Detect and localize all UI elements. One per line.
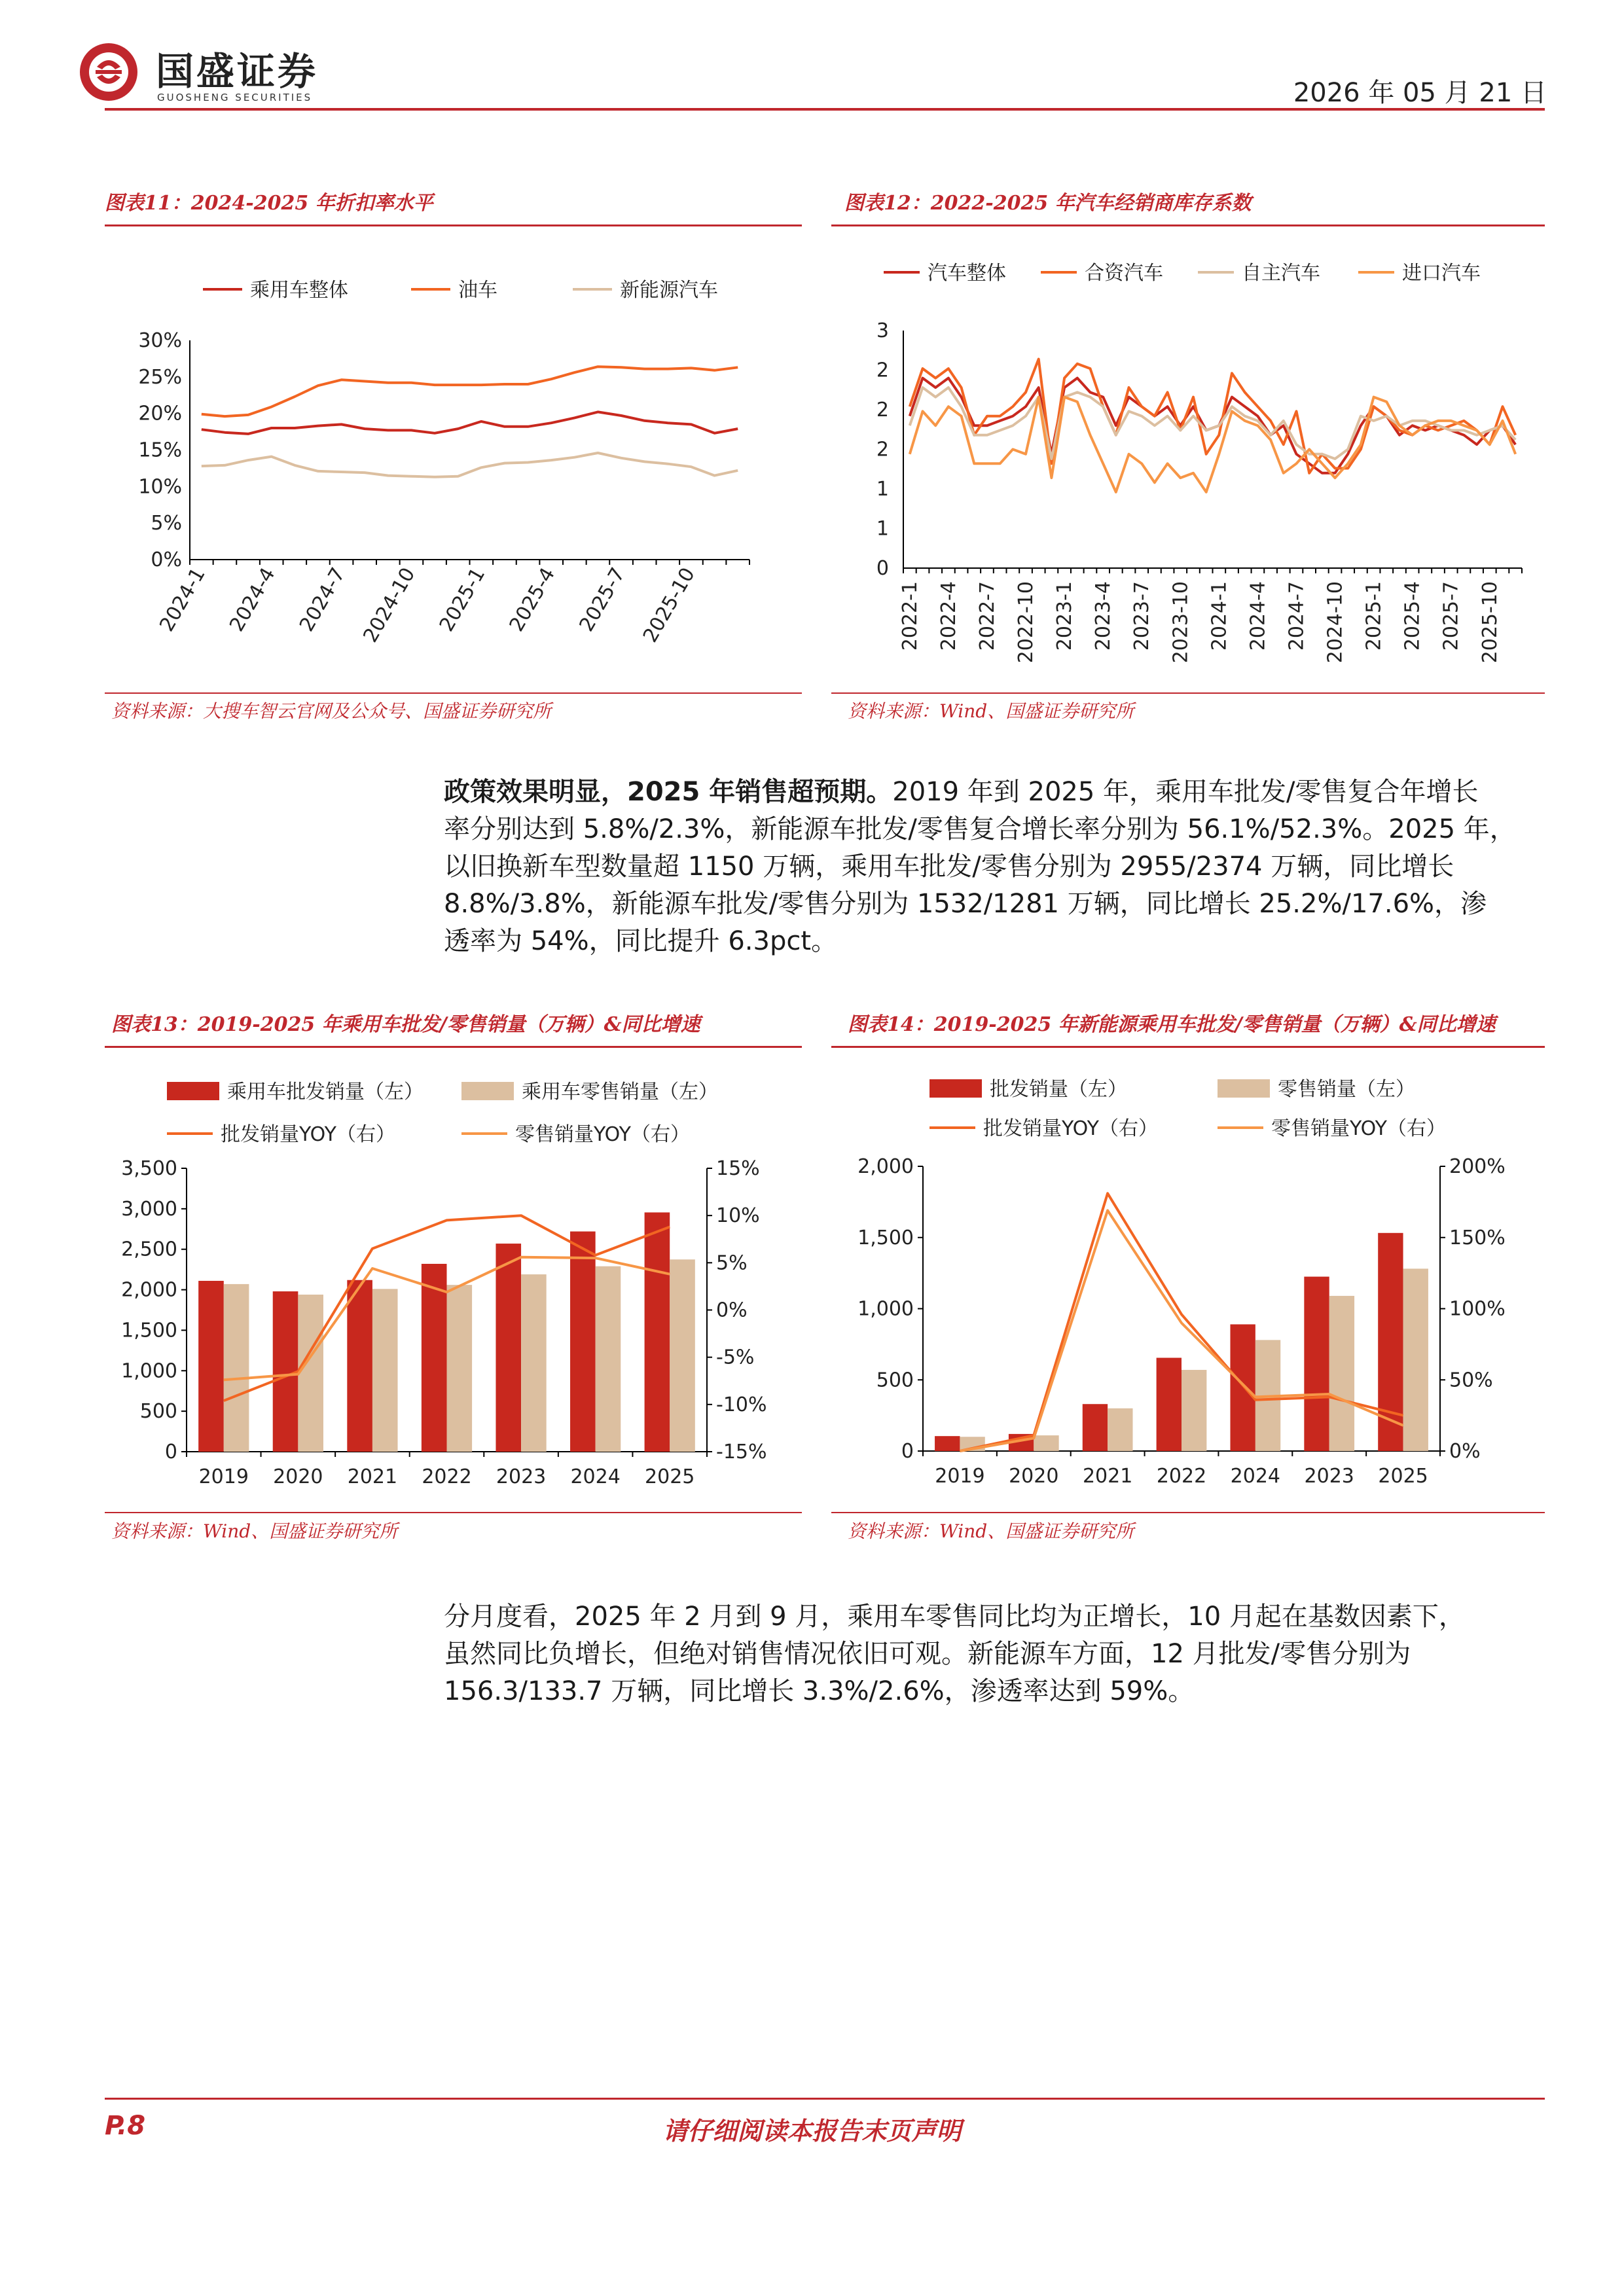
x-tick-label: 2024-4 [225, 564, 280, 636]
y-right-tick-label: 200% [1449, 1155, 1506, 1178]
y-left-tick-label: 500 [139, 1400, 177, 1424]
x-tick-label: 2020 [273, 1465, 323, 1488]
figure-13-title: 图表13：2019-2025 年乘用车批发/零售销量（万辆）&同比增速 [111, 1013, 700, 1036]
figure-14-title: 图表14：2019-2025 年新能源乘用车批发/零售销量（万辆）&同比增速 [848, 1013, 1496, 1036]
figure-12-bottom-rule [831, 692, 1545, 694]
x-tick-label: 2024-1 [1208, 581, 1231, 651]
paragraph-lead: 政策效果明显，2025 年销售超预期。 [444, 777, 893, 807]
bar-retail [596, 1266, 621, 1452]
y-tick-label: 1 [876, 478, 889, 501]
x-tick-label: 2023-4 [1092, 581, 1115, 651]
bar-wholesale [1157, 1358, 1182, 1451]
y-right-tick-label: 0% [1449, 1440, 1481, 1463]
bar-retail [1108, 1408, 1132, 1451]
x-tick-label: 2019 [935, 1465, 985, 1488]
x-tick-label: 2024 [570, 1465, 621, 1488]
y-right-tick-label: 100% [1449, 1297, 1506, 1321]
report-date: 2026 年 05 月 21 日 [1293, 78, 1547, 108]
header-divider [105, 108, 1545, 111]
bar-retail [521, 1274, 547, 1452]
bar-retail [224, 1284, 249, 1452]
y-left-tick-label: 0 [164, 1441, 177, 1463]
y-tick-label: 2 [876, 438, 889, 461]
bar-wholesale [1378, 1233, 1403, 1451]
bar-retail [1034, 1435, 1058, 1451]
legend-item-1: 汽车整体 [928, 262, 1006, 285]
x-tick-label: 2022-4 [937, 581, 960, 651]
paragraph-line: 156.3/133.7 万辆，同比增长 3.3%/2.6%，渗透率达到 59%。 [444, 1676, 1195, 1706]
y-right-tick-label: 15% [716, 1157, 760, 1180]
footer-divider [105, 2098, 1545, 2100]
x-tick-label: 2025-7 [1439, 581, 1463, 651]
legend-item-4: 零售销量YOY（右） [515, 1123, 690, 1146]
paragraph-line: 分月度看，2025 年 2 月到 9 月，乘用车零售同比均为正增长，10 月起在基数因素下， [444, 1602, 1465, 1632]
x-tick-label: 2025-10 [638, 564, 700, 647]
x-tick-label: 2022-7 [975, 581, 999, 651]
bar-wholesale [1083, 1404, 1108, 1451]
figure-14-top-rule [831, 1046, 1545, 1048]
bar-retail [1403, 1268, 1428, 1451]
paragraph-sales-summary [444, 774, 1543, 960]
y-tick-label: 0% [151, 548, 182, 571]
legend-item-1-swatch [167, 1082, 219, 1100]
paragraph-line: 率分别达到 5.8%/2.3%，新能源车批发/零售复合增长率分别为 56.1%/52.3%。2025 年， [444, 814, 1516, 844]
legend-item-3: 自主汽车 [1242, 262, 1320, 285]
y-left-tick-label: 0 [901, 1440, 914, 1463]
bar-wholesale [935, 1436, 960, 1451]
x-tick-label: 2024-10 [359, 564, 420, 647]
legend-item-2: 油车 [458, 279, 497, 302]
x-tick-label: 2023 [496, 1465, 547, 1488]
figure-14-source: 资料来源：Wind、国盛证券研究所 [848, 1520, 1134, 1542]
figure-14-bottom-rule [831, 1512, 1545, 1513]
x-tick-label: 2023-10 [1169, 581, 1193, 664]
bar-wholesale [347, 1280, 372, 1452]
legend-item-1: 批发销量（左） [990, 1078, 1127, 1101]
y-tick-label: 1 [876, 517, 889, 541]
legend-item-4: 进口汽车 [1402, 262, 1481, 285]
bar-retail [447, 1285, 473, 1452]
y-tick-label: 25% [138, 365, 182, 389]
guosheng-logo-icon [77, 41, 140, 103]
x-tick-label: 2023-7 [1130, 581, 1154, 651]
y-tick-label: 2 [876, 399, 889, 422]
bar-wholesale [570, 1231, 596, 1452]
figure-13-top-rule [105, 1046, 802, 1048]
y-left-tick-label: 2,000 [121, 1278, 177, 1302]
y-tick-label: 15% [138, 439, 182, 462]
legend-item-1: 乘用车整体 [250, 279, 348, 302]
x-tick-label: 2023-1 [1053, 581, 1077, 651]
bar-retail [1329, 1296, 1354, 1451]
series-line-3 [202, 453, 738, 477]
series-line-2 [202, 367, 738, 416]
x-tick-label: 2023 [1304, 1465, 1354, 1488]
figure-11-chart [105, 229, 802, 687]
figure-11-top-rule [105, 224, 802, 226]
x-tick-label: 2020 [1009, 1465, 1059, 1488]
y-left-tick-label: 2,000 [857, 1155, 914, 1178]
legend-item-4: 零售销量YOY（右） [1271, 1117, 1446, 1140]
paragraph-line: 8.8%/3.8%，新能源车批发/零售分别为 1532/1281 万辆，同比增长 25.2%/17.6%，渗 [444, 889, 1487, 919]
y-tick-label: 20% [138, 402, 182, 425]
bar-retail [298, 1295, 323, 1452]
logo-text: 国盛证券 [156, 49, 319, 94]
x-tick-label: 2024-1 [155, 564, 210, 636]
x-tick-label: 2025-10 [1478, 581, 1502, 664]
x-tick-label: 2021 [347, 1465, 398, 1488]
figure-12-top-rule [831, 224, 1545, 226]
y-left-tick-label: 500 [876, 1369, 914, 1392]
figure-14-chart [831, 1050, 1545, 1502]
legend-item-2: 乘用车零售销量（左） [522, 1081, 718, 1103]
y-right-tick-label: -5% [716, 1346, 755, 1369]
series-line-3 [910, 387, 1515, 459]
legend-item-2: 合资汽车 [1085, 262, 1163, 285]
paragraph-monthly-summary [444, 1598, 1543, 1710]
y-tick-label: 2 [876, 359, 889, 382]
series-line-2 [910, 359, 1515, 473]
x-tick-label: 2025-4 [505, 564, 560, 636]
logo-subtext: GUOSHENG SECURITIES [157, 92, 313, 103]
y-left-tick-label: 1,000 [121, 1359, 177, 1383]
disclaimer-note: 请仔细阅读本报告末页声明 [662, 2117, 962, 2145]
x-tick-label: 2022-10 [1015, 581, 1038, 664]
legend-item-3: 新能源汽车 [620, 279, 718, 302]
x-tick-label: 2025 [645, 1465, 695, 1488]
x-tick-label: 2021 [1082, 1465, 1133, 1488]
figure-12-chart [831, 229, 1545, 687]
x-tick-label: 2024-4 [1246, 581, 1270, 651]
legend-item-1: 乘用车批发销量（左） [227, 1081, 424, 1103]
y-left-tick-label: 3,500 [121, 1157, 177, 1180]
paragraph-line: 2019 年到 2025 年，乘用车批发/零售复合年增长 [892, 777, 1479, 807]
page-number: P.8 [105, 2111, 146, 2141]
x-tick-label: 2025-1 [435, 564, 490, 636]
x-tick-label: 2022 [1156, 1465, 1207, 1488]
legend-item-2: 零售销量（左） [1278, 1078, 1415, 1101]
y-tick-label: 5% [151, 512, 182, 535]
bar-wholesale [1230, 1324, 1255, 1451]
y-left-tick-label: 3,000 [121, 1197, 177, 1221]
figure-13-chart [105, 1050, 802, 1502]
x-tick-label: 2025 [1378, 1465, 1428, 1488]
y-left-tick-label: 1,500 [857, 1226, 914, 1249]
y-tick-label: 30% [138, 329, 182, 352]
y-left-tick-label: 1,500 [121, 1319, 177, 1342]
legend-item-2-swatch [461, 1082, 514, 1100]
y-left-tick-label: 1,000 [857, 1297, 914, 1321]
figure-11-source: 资料来源：大搜车智云官网及公众号、国盛证券研究所 [111, 700, 552, 722]
y-tick-label: 10% [138, 475, 182, 499]
y-right-tick-label: -10% [716, 1393, 767, 1416]
paragraph-line: 透率为 54%，同比提升 6.3pct。 [444, 926, 838, 956]
legend-item-2-swatch [1218, 1079, 1270, 1098]
y-tick-label: 0 [876, 557, 889, 580]
x-tick-label: 2025-4 [1401, 581, 1424, 651]
legend-item-3: 批发销量YOY（右） [221, 1123, 395, 1146]
bar-wholesale [496, 1244, 521, 1452]
figure-12-source: 资料来源：Wind、国盛证券研究所 [848, 700, 1134, 722]
paragraph-line: 虽然同比负增长，但绝对销售情况依旧可观。新能源车方面，12 月批发/零售分别为 [444, 1639, 1411, 1669]
figure-11-bottom-rule [105, 692, 802, 694]
x-tick-label: 2022-1 [898, 581, 922, 651]
bar-wholesale [198, 1281, 224, 1452]
figure-11-title: 图表11：2024-2025 年折扣率水平 [105, 192, 433, 215]
bar-retail [670, 1259, 695, 1452]
bar-retail [1182, 1370, 1206, 1451]
y-left-tick-label: 2,500 [121, 1238, 177, 1261]
legend-item-3: 批发销量YOY（右） [983, 1117, 1158, 1140]
y-right-tick-label: 150% [1449, 1226, 1506, 1249]
x-tick-label: 2019 [198, 1465, 249, 1488]
paragraph-line: 以旧换新车型数量超 1150 万辆，乘用车批发/零售分别为 2955/2374 万辆，同比增长 [444, 852, 1454, 882]
x-tick-label: 2024 [1230, 1465, 1281, 1488]
bar-retail [372, 1289, 398, 1452]
series-line-1 [202, 412, 738, 434]
y-right-tick-label: 0% [716, 1299, 748, 1322]
y-right-tick-label: 5% [716, 1251, 748, 1275]
y-right-tick-label: 10% [716, 1204, 760, 1228]
y-right-tick-label: 50% [1449, 1369, 1493, 1392]
y-right-tick-label: -15% [716, 1441, 767, 1463]
figure-12-title: 图表12：2022-2025 年汽车经销商库存系数 [844, 192, 1252, 215]
x-tick-label: 2024-7 [1285, 581, 1308, 651]
legend-item-1-swatch [929, 1079, 982, 1098]
x-tick-label: 2024-7 [295, 564, 350, 636]
x-tick-label: 2025-7 [575, 564, 630, 636]
x-tick-label: 2025-1 [1362, 581, 1386, 651]
x-tick-label: 2024-10 [1324, 581, 1347, 664]
bar-wholesale [1304, 1277, 1329, 1451]
figure-13-source: 资料来源：Wind、国盛证券研究所 [111, 1520, 398, 1542]
figure-13-bottom-rule [105, 1512, 802, 1513]
x-tick-label: 2022 [422, 1465, 472, 1488]
y-tick-label: 3 [876, 319, 889, 342]
bar-wholesale [645, 1212, 670, 1452]
